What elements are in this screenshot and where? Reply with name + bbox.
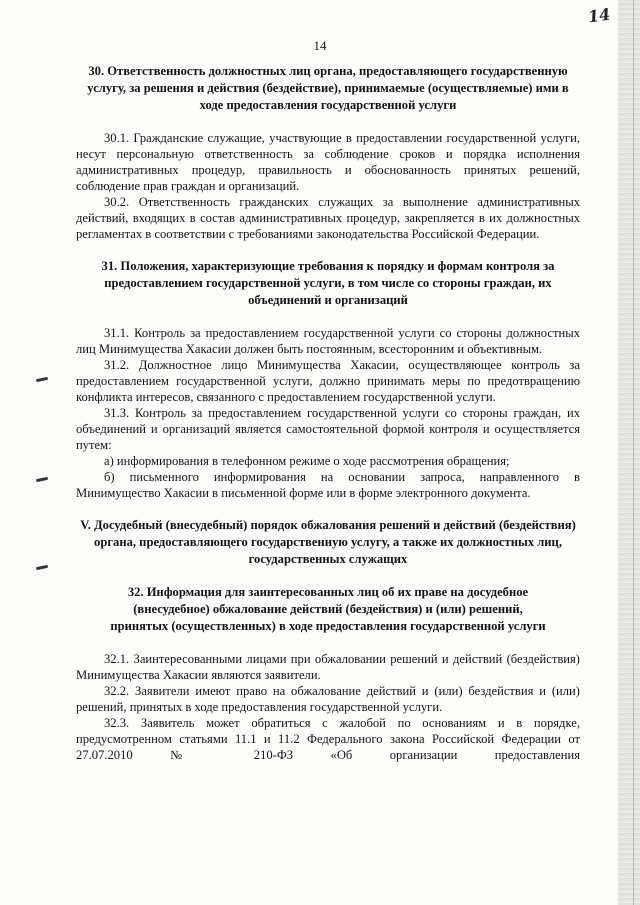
paragraph-30-2: 30.2. Ответственность гражданских служащих за выполнение административных действий, входящих в состав административных процедур, закрепляется в их должностных регламентах в соответствии с требованиями законодательства Российской Федерации. <box>76 195 580 241</box>
section-32-heading: 32. Информация для заинтересованных лиц об их праве на досудебное (внесудебное) обжалование действий (бездействия) и (или) решений, принятых (осуществленных) в ходе предоставления государственной услуги <box>110 585 546 633</box>
paragraph-31-2: 31.2. Должностное лицо Минимущества Хакасии, осуществляющее контроль за предоставлением государственной услуги, должно принимать меры по предотвращению конфликта интересов, связанного с предоставлением государственной услуги. <box>76 358 580 404</box>
margin-mark <box>36 565 48 570</box>
scan-edge-line <box>633 0 634 905</box>
paragraph-31-3-b: б) письменного информирования на основании запроса, направленного в Минимущество Хакасии в письменной форме или в форме электронного документа. <box>76 470 580 500</box>
paragraph-32-1: 32.1. Заинтересованными лицами при обжаловании решений и действий (бездействия) Минимущества Хакасии являются заявители. <box>76 652 580 682</box>
margin-mark <box>36 477 48 482</box>
scan-edge-shadow <box>618 0 640 905</box>
paragraph-31-1: 31.1. Контроль за предоставлением государственной услуги со стороны должностных лиц Минимущества Хакасии должен быть постоянным, всесторонним и объективным. <box>76 326 580 356</box>
paragraph-31-3-a: а) информирования в телефонном режиме о ходе рассмотрения обращения; <box>104 454 510 468</box>
chapter-v-heading: V. Досудебный (внесудебный) порядок обжалования решений и действий (бездействия) органа, предоставляющего государственную услугу, а также их должностных лиц, государственных служащих <box>80 518 576 566</box>
paragraph-31-3: 31.3. Контроль за предоставлением государственной услуги со стороны граждан, их объединений и организаций является самостоятельной формой контроля и осуществляется путем: <box>76 406 580 452</box>
section-31-heading: 31. Положения, характеризующие требования к порядку и формам контроля за предоставлением государственной услуги, в том числе со стороны граждан, их объединений и организаций <box>101 259 555 307</box>
section-30-heading: 30. Ответственность должностных лиц органа, предоставляющего государственную услугу, за решения и действия (бездействие), принимаемые (осуществляемые) ими в ходе предоставления государственной услуги <box>87 64 569 112</box>
paragraph-32-2: 32.2. Заявители имеют право на обжалование действий и (или) бездействия и (или) решений, принятых в ходе предоставления государственной услуги. <box>76 684 580 714</box>
document-body <box>76 63 580 763</box>
paragraph-32-3: 32.3. Заявитель может обратиться с жалобой по основаниям и в порядке, предусмотренном статьями 11.1 и 11.2 Федерального закона Российской Федерации от 27.07.2010 № 210-ФЗ «Об организации предоставления <box>76 716 580 762</box>
margin-mark <box>36 377 48 382</box>
page-number: 14 <box>313 38 327 53</box>
paragraph-30-1: 30.1. Гражданские служащие, участвующие в предоставлении государственной услуги, несут персональную ответственность за соблюдение сроков и порядка исполнения административных процедур, правильность и обоснованность принятых решений, соблюдение прав граждан и организаций. <box>76 131 580 193</box>
handwritten-page-number: 14 <box>586 4 612 27</box>
